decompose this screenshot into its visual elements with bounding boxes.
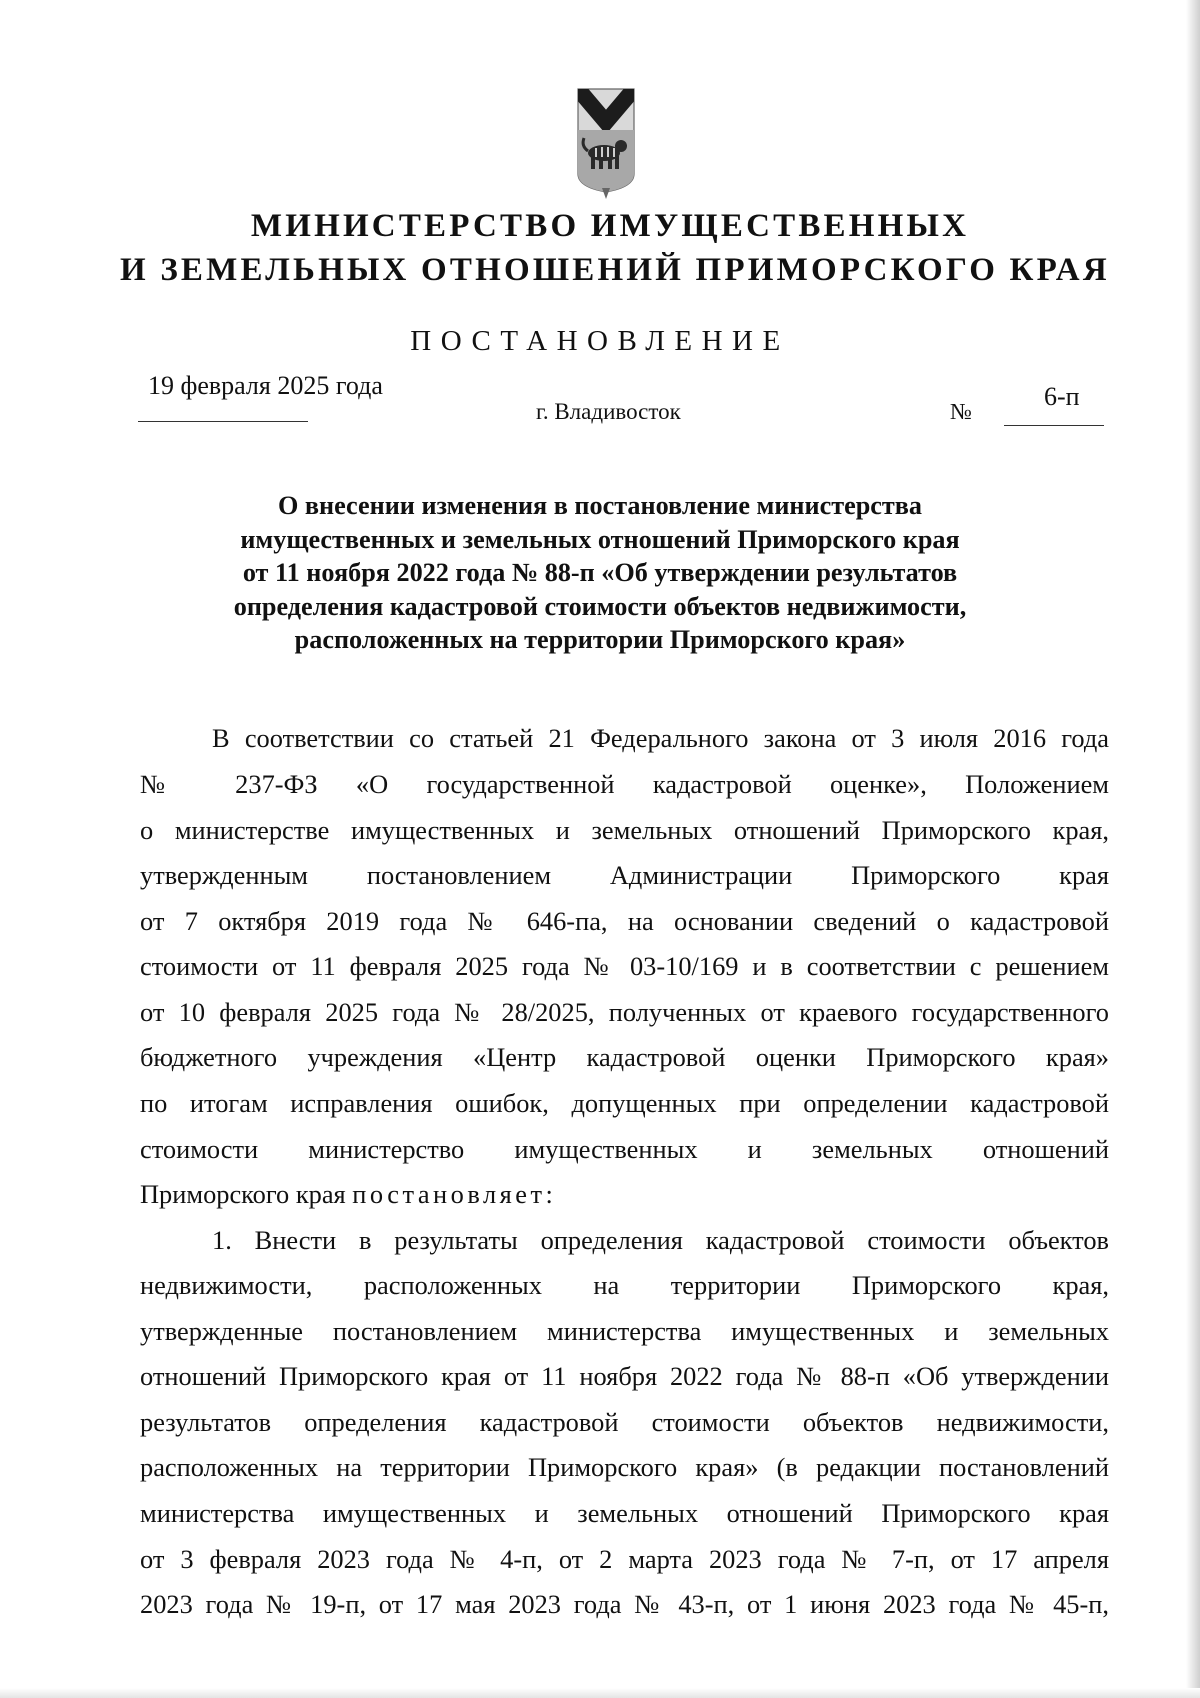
body-line: стоимости от 11 февраля 2025 года № 03-10/169 и в соответствии с решением [140,951,1109,981]
document-type-heading: ПОСТАНОВЛЕНИЕ [410,325,790,357]
body-line: от 10 февраля 2025 года № 28/2025, полученных от краевого государственного [140,997,1109,1027]
ministry-title-line-1: МИНИСТЕРСТВО ИМУЩЕСТВЕННЫХ [250,208,970,244]
body-line: утвержденные постановлением министерства имущественных и земельных [140,1316,1109,1346]
primorsky-coat-of-arms-emblem [577,88,635,200]
body-line: бюджетного учреждения «Центр кадастровой оценки Приморского края» [140,1042,1109,1072]
body-line: 1. Внести в результаты определения кадастровой стоимости объектов [212,1225,1109,1255]
body-line: утвержденным постановлением Администрации Приморского края [140,860,1109,890]
number-underline [1004,425,1104,426]
document-subject [180,489,1020,657]
number-sign: № [950,399,972,424]
body-line: результатов определения кадастровой стоимости объектов недвижимости, [140,1407,1109,1437]
body-line: расположенных на территории Приморского края» (в редакции постановлений [140,1452,1109,1482]
resolves-word: постановляет: [352,1179,557,1209]
body-line-resolution [140,1178,1109,1210]
document-date: 19 февраля 2025 года [148,371,383,400]
scan-edge-right [1186,0,1200,1698]
body-line: от 7 октября 2019 года № 646-па, на основании сведений о кадастровой [140,906,1109,936]
subject-line: имущественных и земельных отношений Приморского края [240,524,960,554]
body-line: № 237-ФЗ «О государственной кадастровой оценке», Положением [140,769,1109,799]
subject-line: расположенных на территории Приморского края» [294,625,906,654]
document-city: г. Владивосток [536,399,681,424]
body-line: отношений Приморского края от 11 ноября 2022 года № 88-п «Об утверждении [140,1361,1109,1391]
subject-line: от 11 ноября 2022 года № 88-п «Об утверждении результатов [242,558,958,587]
body-line: В соответствии со статьей 21 Федерального закона от 3 июля 2016 года [212,723,1109,753]
scan-edge-bottom [0,1688,1200,1698]
document-number: 6-п [1044,382,1080,411]
body-text: Приморского края [140,1179,346,1209]
ministry-title-line-2: И ЗЕМЕЛЬНЫХ ОТНОШЕНИЙ ПРИМОРСКОГО КРАЯ [120,252,1110,288]
subject-line: определения кадастровой стоимости объектов недвижимости, [233,591,967,621]
body-line: о министерстве имущественных и земельных отношений Приморского края, [140,815,1109,845]
subject-line: О внесении изменения в постановление министерства [277,491,923,520]
body-line: недвижимости, расположенных на территории Приморского края, [140,1270,1109,1300]
body-line: 2023 года № 19-п, от 17 мая 2023 года № 43-п, от 1 июня 2023 года № 45-п, [140,1589,1109,1619]
date-underline [138,421,308,422]
body-line: министерства имущественных и земельных отношений Приморского края [140,1498,1109,1528]
body-line: по итогам исправления ошибок, допущенных при определении кадастровой [140,1088,1109,1118]
body-line: стоимости министерство имущественных и земельных отношений [140,1134,1109,1164]
body-line: от 3 февраля 2023 года № 4-п, от 2 марта 2023 года № 7-п, от 17 апреля [140,1544,1109,1574]
